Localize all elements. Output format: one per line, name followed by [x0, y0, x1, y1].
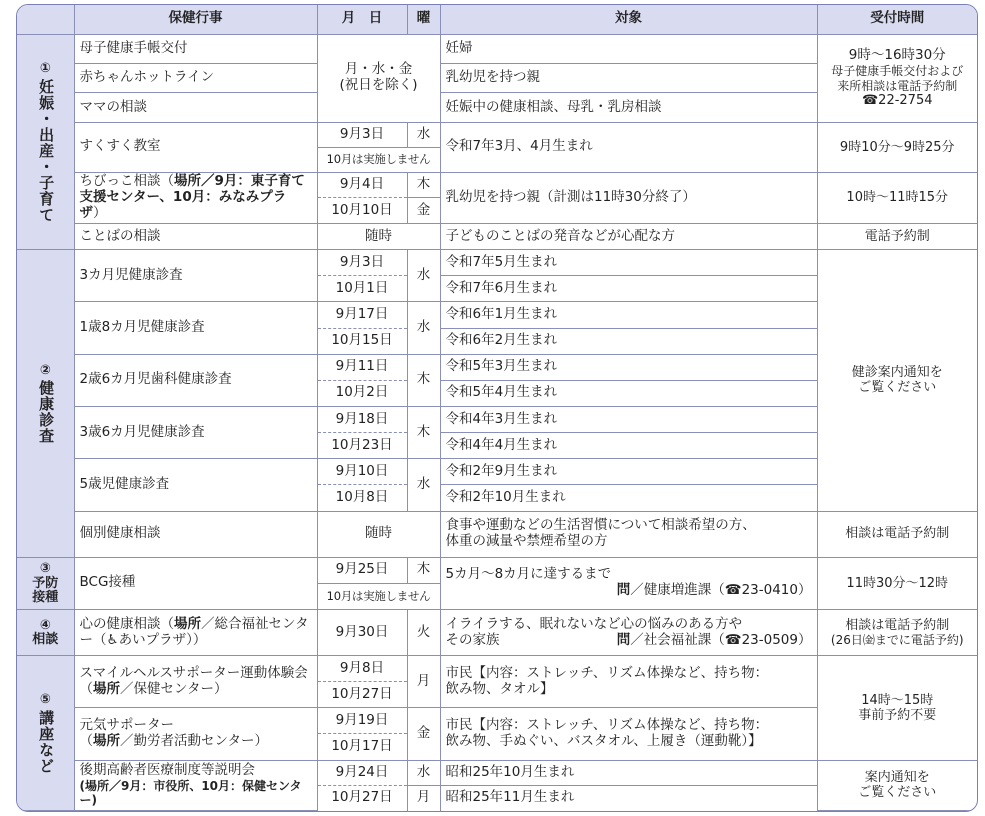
event-date: 9月4日 — [317, 172, 407, 198]
event-date-note: 10月は実施しません — [317, 583, 440, 609]
event-date: 随時 — [317, 223, 440, 249]
table-row — [17, 122, 977, 147]
event-target: 令和7年3月、4月生まれ — [440, 122, 817, 172]
header-weekday: 曜 — [407, 5, 440, 34]
event-date: 10月17日 — [317, 734, 407, 760]
event-weekday: 月 — [407, 785, 440, 810]
table-row — [17, 557, 977, 583]
event-name: ママの相談 — [74, 93, 317, 122]
event-date: 9月3日 — [317, 250, 407, 276]
event-weekday: 金 — [407, 198, 440, 224]
event-name: 5歳児健康診査 — [74, 459, 317, 511]
health-events-table — [17, 5, 977, 811]
event-weekday: 水 — [407, 459, 440, 511]
event-date: 9月17日 — [317, 302, 407, 328]
event-name: 赤ちゃんホットライン — [74, 64, 317, 93]
event-date: 9月30日 — [317, 609, 407, 655]
event-target: 市民【内容：ストレッチ、リズム体操など、持ち物： 飲み物、タオル】 — [440, 656, 817, 708]
table-row — [17, 34, 977, 63]
header-date: 月 日 — [317, 5, 407, 34]
event-target: 令和2年9月生まれ — [440, 459, 817, 485]
event-name: 後期高齢者医療制度等説明会 (場所／9月：市役所、10月：保健センター) — [74, 760, 317, 810]
event-date: 10月8日 — [317, 485, 407, 511]
event-target: 妊婦 — [440, 34, 817, 63]
event-hours: 9時～16時30分 母子健康手帳交付および 来所相談は電話予約制 ☎22-2754 — [817, 34, 977, 122]
event-hours: 案内通知を ご覧ください — [817, 760, 977, 810]
event-target: 食事や運動などの生活習慣について相談希望の方、 体重の減量や禁煙希望の方 — [440, 511, 817, 557]
event-hours: 相談は電話予約制 (26日㈮までに電話予約) — [817, 609, 977, 655]
event-target: 令和5年3月生まれ — [440, 354, 817, 380]
event-target: 令和4年4月生まれ — [440, 433, 817, 459]
event-name: ちびっこ相談（場所／9月：東子育て支援センター、10月：みなみプラザ） — [74, 172, 317, 223]
event-weekday: 水 — [407, 302, 440, 354]
event-date: 10月2日 — [317, 380, 407, 406]
event-weekday: 木 — [407, 557, 440, 583]
event-weekday: 水 — [407, 122, 440, 147]
event-target: 妊娠中の健康相談、母乳・乳房相談 — [440, 93, 817, 122]
event-weekday: 水 — [407, 760, 440, 785]
event-weekday: 木 — [407, 354, 440, 406]
event-date: 9月18日 — [317, 407, 407, 433]
table-row — [17, 250, 977, 276]
event-target: 令和6年1月生まれ — [440, 302, 817, 328]
event-target: イライラする、眠れないなど心の悩みのある方や その家族 問／社会福祉課（☎23-0509） — [440, 609, 817, 655]
event-target: 令和7年5月生まれ — [440, 250, 817, 276]
event-target: 令和4年3月生まれ — [440, 407, 817, 433]
event-target: 昭和25年11月生まれ — [440, 785, 817, 810]
event-name: 個別健康相談 — [74, 511, 317, 557]
event-name: 心の健康相談（場所／総合福祉センター（♿あいプラザ）） — [74, 609, 317, 655]
event-target: 令和6年2月生まれ — [440, 328, 817, 354]
table-row — [17, 172, 977, 198]
event-weekday: 金 — [407, 708, 440, 760]
event-name: ことばの相談 — [74, 223, 317, 249]
event-name: 2歳6カ月児歯科健康診査 — [74, 354, 317, 406]
event-date-note: 10月は実施しません — [317, 147, 440, 172]
event-date: 10月23日 — [317, 433, 407, 459]
event-name: 3カ月児健康診査 — [74, 250, 317, 302]
event-date: 10月27日 — [317, 682, 407, 708]
event-weekday: 火 — [407, 609, 440, 655]
event-weekday: 木 — [407, 172, 440, 198]
event-date: 9月3日 — [317, 122, 407, 147]
event-hours: 9時10分～9時25分 — [817, 122, 977, 172]
event-target: 子どものことばの発音などが心配な方 — [440, 223, 817, 249]
event-target: 令和5年4月生まれ — [440, 380, 817, 406]
event-date: 9月25日 — [317, 557, 407, 583]
header-hours: 受付時間 — [817, 5, 977, 34]
header-event: 保健行事 — [74, 5, 317, 34]
event-name: すくすく教室 — [74, 122, 317, 172]
event-date: 9月10日 — [317, 459, 407, 485]
health-events-table-frame — [16, 4, 978, 812]
event-name: スマイルヘルスサポーター運動体験会（場所／保健センター） — [74, 656, 317, 708]
event-date: 月・水・金 (祝日を除く) — [317, 34, 440, 122]
event-target: 乳幼児を持つ親（計測は11時30分終了） — [440, 172, 817, 223]
event-weekday: 月 — [407, 656, 440, 708]
event-name: 1歳8カ月児健康診査 — [74, 302, 317, 354]
event-target: 令和2年10月生まれ — [440, 485, 817, 511]
table-row — [17, 511, 977, 557]
event-name: 元気サポーター （場所／勤労者活動センター） — [74, 708, 317, 760]
event-name: BCG接種 — [74, 557, 317, 609]
table-row — [17, 223, 977, 249]
event-date: 随時 — [317, 511, 440, 557]
section-label-checkup: ② 健康診査 — [17, 250, 74, 558]
event-name: 母子健康手帳交付 — [74, 34, 317, 63]
event-target: 昭和25年10月生まれ — [440, 760, 817, 785]
table-row — [17, 609, 977, 655]
event-hours: 電話予約制 — [817, 223, 977, 249]
section-label-courses: ⑤ 講座など — [17, 656, 74, 811]
event-target: 5カ月～8カ月に達するまで 問／健康増進課（☎23-0410） — [440, 557, 817, 609]
event-date: 9月24日 — [317, 760, 407, 785]
event-weekday: 木 — [407, 407, 440, 459]
table-row — [17, 760, 977, 785]
event-name: 3歳6カ月児健康診査 — [74, 407, 317, 459]
event-date: 9月8日 — [317, 656, 407, 682]
event-hours: 10時～11時15分 — [817, 172, 977, 223]
event-date: 10月15日 — [317, 328, 407, 354]
event-hours: 14時～15時 事前予約不要 — [817, 656, 977, 761]
event-date: 9月11日 — [317, 354, 407, 380]
event-hours: 相談は電話予約制 — [817, 511, 977, 557]
header-corner — [17, 5, 74, 34]
section-label-vaccination: ③ 予防 接種 — [17, 557, 74, 609]
section-label-pregnancy: ① 妊娠・出産・子育て — [17, 34, 74, 249]
event-target: 令和7年6月生まれ — [440, 276, 817, 302]
event-date: 10月27日 — [317, 785, 407, 810]
table-row — [17, 656, 977, 682]
event-date: 9月19日 — [317, 708, 407, 734]
header-row — [17, 5, 977, 34]
event-hours: 健診案内通知を ご覧ください — [817, 250, 977, 512]
event-date: 10月1日 — [317, 276, 407, 302]
event-target: 市民【内容：ストレッチ、リズム体操など、持ち物： 飲み物、手ぬぐい、バスタオル、上履き（運動靴）】 — [440, 708, 817, 760]
event-weekday: 水 — [407, 250, 440, 302]
event-target: 乳幼児を持つ親 — [440, 64, 817, 93]
section-label-consultation: ④ 相談 — [17, 609, 74, 655]
event-hours: 11時30分～12時 — [817, 557, 977, 609]
event-date: 10月10日 — [317, 198, 407, 224]
header-target: 対象 — [440, 5, 817, 34]
